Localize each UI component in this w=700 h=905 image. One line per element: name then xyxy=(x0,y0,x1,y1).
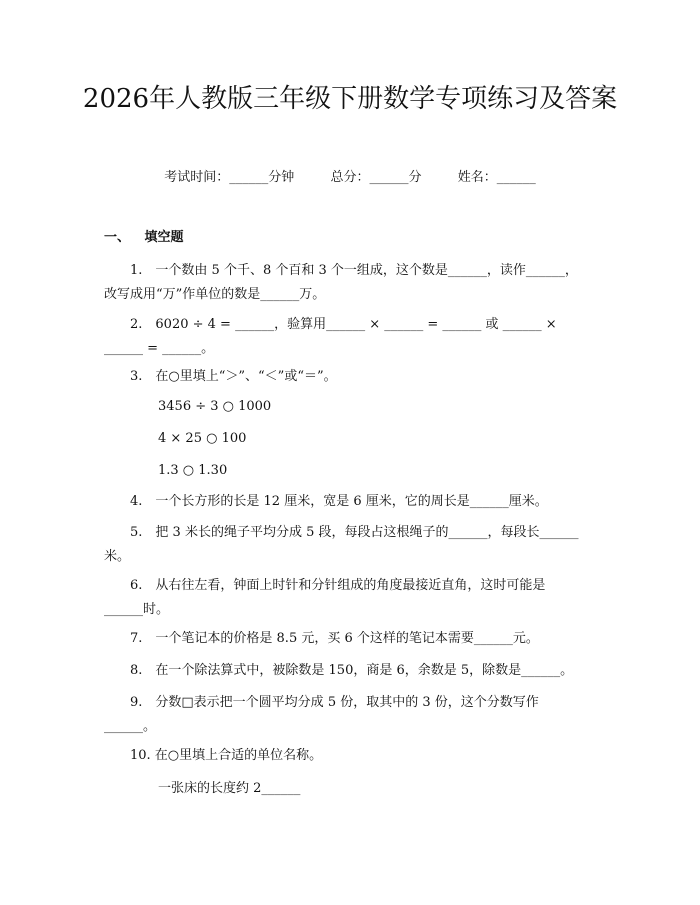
question-4-line1: 4. 一个长方形的长是 12 厘米，宽是 6 厘米，它的周长是______厘米。 xyxy=(130,494,548,509)
exam-score: 总分：______分 xyxy=(330,170,422,185)
question-3-sub-2: 4 × 25 ○ 100 xyxy=(158,431,247,446)
question-4 xyxy=(104,490,599,514)
question-6-line2: ______时。 xyxy=(104,602,170,617)
question-7 xyxy=(104,627,599,651)
section-label: 填空题 xyxy=(144,230,184,245)
question-3-sub-3: 1.3 ○ 1.30 xyxy=(158,463,228,478)
question-6 xyxy=(104,574,599,622)
question-3-sub-1: 3456 ÷ 3 ○ 1000 xyxy=(158,399,272,414)
question-8-line1: 8. 在一个除法算式中，被除数是 150，商是 6，余数是 5，除数是______。 xyxy=(130,663,574,678)
question-7-line1: 7. 一个笔记本的价格是 8.5 元，买 6 个这样的笔记本需要______元。 xyxy=(130,631,539,646)
question-5-line2: 米。 xyxy=(104,549,131,564)
question-10-line1: 10. 在○里填上合适的单位名称。 xyxy=(130,748,323,763)
question-5 xyxy=(104,521,599,569)
question-2-line1: 2. 6020 ÷ 4 = ______，验算用______ × ______ = ______ 或 ______ × xyxy=(130,317,557,332)
student-name: 姓名：______ xyxy=(457,170,536,185)
question-5-line1: 5. 把 3 米长的绳子平均分成 5 段，每段占这根绳子的______，每段长______ xyxy=(130,525,579,540)
question-6-line1: 6. 从右往左看，钟面上时针和分针组成的角度最接近直角，这时可能是 xyxy=(130,578,546,593)
question-2 xyxy=(104,313,599,361)
question-10-sub-1: 一张床的长度约 2______ xyxy=(158,781,301,796)
section-title xyxy=(104,228,184,248)
question-3 xyxy=(104,365,599,389)
question-1-line2: 改写成用“万”作单位的数是______万。 xyxy=(104,287,326,302)
question-1 xyxy=(104,259,599,307)
section-number: 一、 xyxy=(104,230,131,245)
question-2-line2: ______ = ______。 xyxy=(104,341,215,356)
page-title: 2026年人教版三年级下册数学专项练习及答案 xyxy=(82,84,618,114)
question-8 xyxy=(104,659,599,683)
exam-time: 考试时间：______分钟 xyxy=(164,170,295,185)
exam-meta xyxy=(0,168,700,188)
question-10 xyxy=(104,744,599,768)
question-9 xyxy=(104,691,599,739)
question-3-line1: 3. 在○里填上“＞”、“＜”或“＝”。 xyxy=(130,369,337,384)
question-9-line2: ______。 xyxy=(104,719,157,734)
question-1-line1: 1. 一个数由 5 个千、8 个百和 3 个一组成，这个数是______，读作______， xyxy=(130,263,578,278)
question-9-line1: 9. 分数□表示把一个圆平均分成 5 份，取其中的 3 份，这个分数写作 xyxy=(130,695,539,710)
